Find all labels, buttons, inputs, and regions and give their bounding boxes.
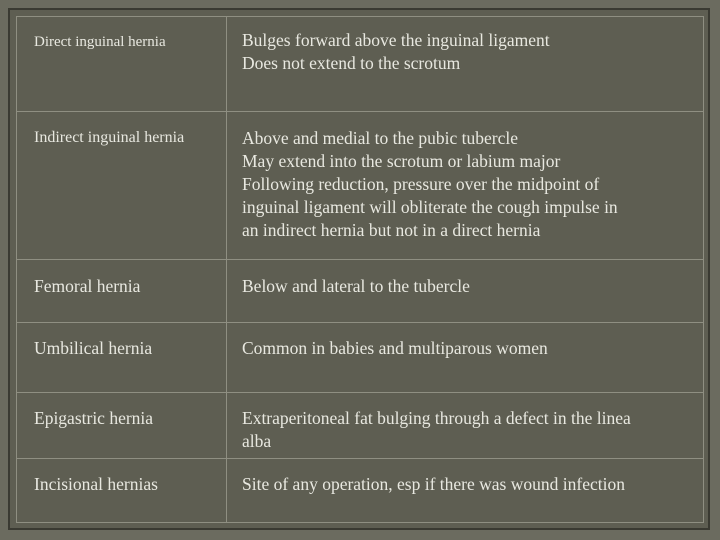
- description-line: inguinal ligament will obliterate the cough impulse in: [242, 197, 618, 217]
- description-line: Site of any operation, esp if there was wound infection: [242, 474, 625, 494]
- description-line: Does not extend to the scrotum: [242, 53, 461, 73]
- hernia-name: Direct inguinal hernia: [34, 34, 166, 50]
- table-row: [17, 112, 704, 260]
- hernia-description-cell: [227, 112, 704, 260]
- table-row: [17, 393, 704, 459]
- hernia-name: Incisional hernias: [34, 474, 158, 494]
- hernia-name-cell: [17, 323, 227, 393]
- description-line: an indirect hernia but not in a direct hernia: [242, 220, 541, 240]
- hernia-name-cell: [17, 459, 227, 523]
- description-line: Extraperitoneal fat bulging through a defect in the linea: [242, 408, 631, 428]
- table-row: [17, 17, 704, 112]
- table-row: [17, 459, 704, 523]
- hernia-name-cell: [17, 17, 227, 112]
- description-line: Above and medial to the pubic tubercle: [242, 128, 519, 148]
- hernia-name-cell: [17, 112, 227, 260]
- hernia-name-cell: [17, 260, 227, 323]
- table-row: [17, 323, 704, 393]
- hernia-name-cell: [17, 393, 227, 459]
- description-line: Bulges forward above the inguinal ligament: [242, 30, 550, 50]
- description-line: alba: [242, 431, 272, 451]
- description-line: Below and lateral to the tubercle: [242, 276, 470, 296]
- hernia-table: [16, 16, 704, 523]
- hernia-description-cell: [227, 323, 704, 393]
- hernia-name: Umbilical hernia: [34, 338, 153, 358]
- hernia-description-cell: [227, 17, 704, 112]
- description-line: May extend into the scrotum or labium major: [242, 151, 561, 171]
- hernia-description-cell: [227, 260, 704, 323]
- table-row: [17, 260, 704, 323]
- hernia-name: Femoral hernia: [34, 276, 141, 296]
- hernia-name: Indirect inguinal hernia: [34, 129, 185, 146]
- description-line: Common in babies and multiparous women: [242, 338, 548, 358]
- description-line: Following reduction, pressure over the midpoint of: [242, 174, 600, 194]
- hernia-name: Epigastric hernia: [34, 408, 154, 428]
- hernia-description-cell: [227, 459, 704, 523]
- hernia-description-cell: [227, 393, 704, 459]
